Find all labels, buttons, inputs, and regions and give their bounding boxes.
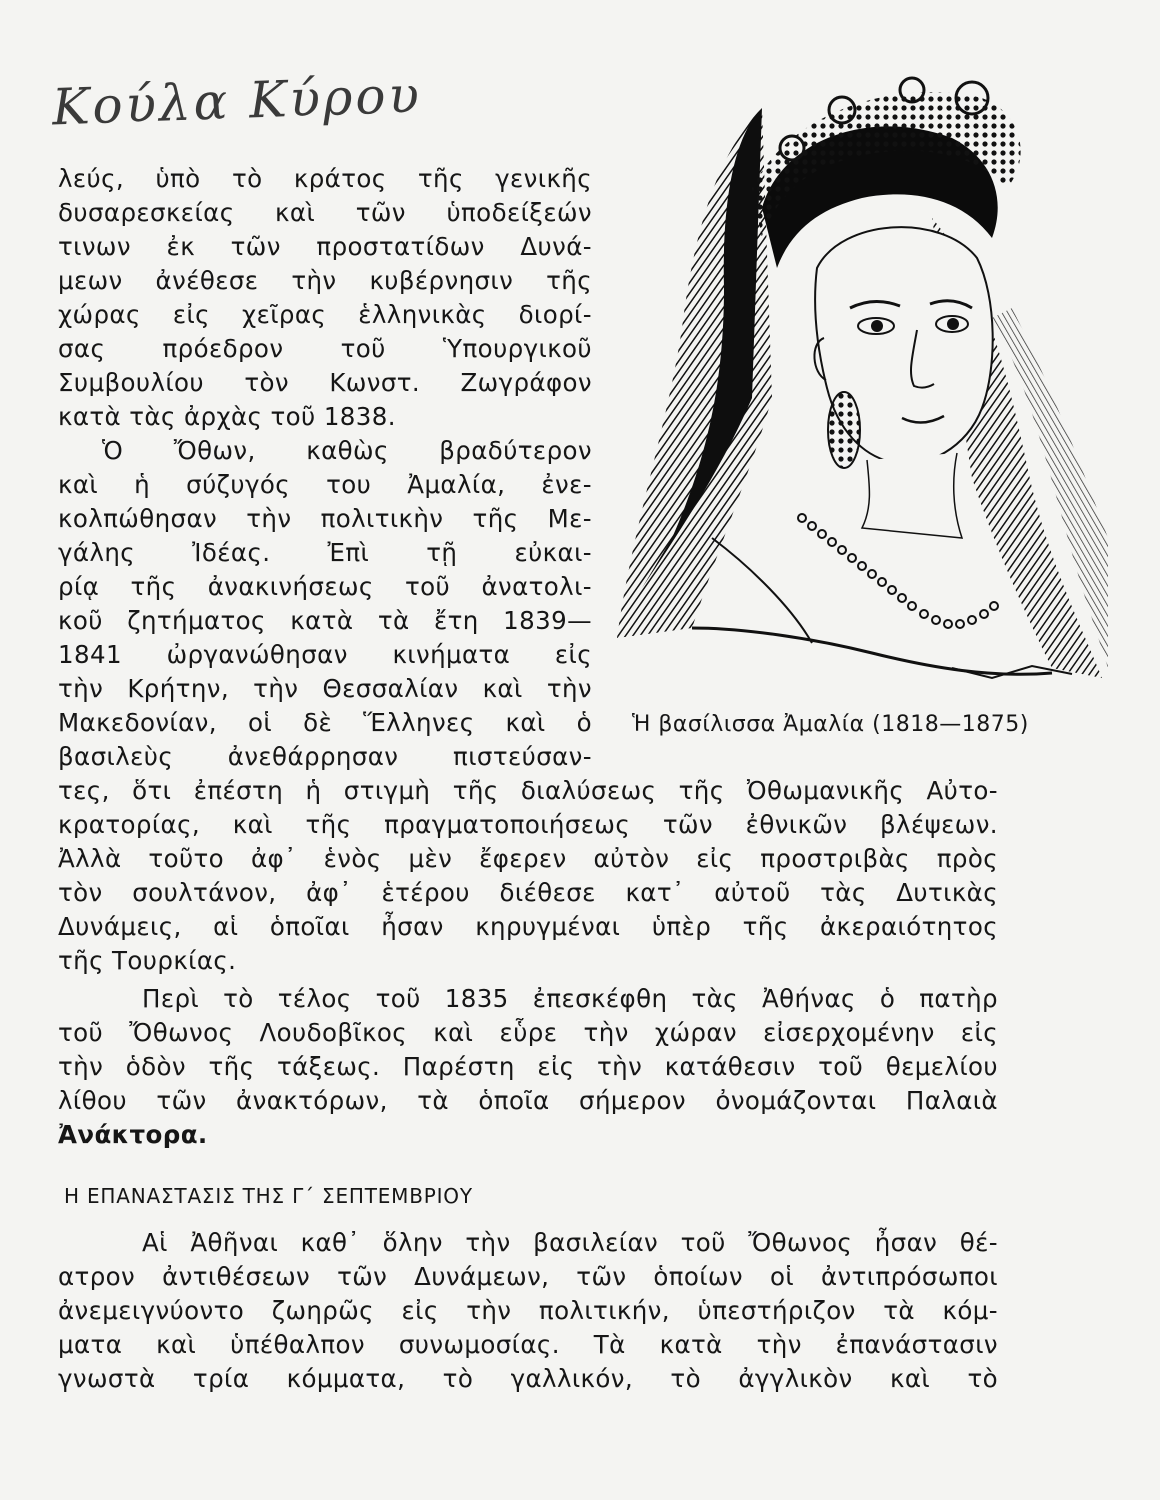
text-line: κατὰ τὰς ἀρχὰς τοῦ 1838.: [58, 402, 396, 431]
figure-caption: [632, 712, 1029, 737]
caption-dates: (1818—1875): [872, 712, 1029, 737]
text-line: γάλης Ἰδέας. Ἐπὶ τῇ εὐκαι-: [58, 538, 592, 567]
text-line: τοῦ Ὄθωνος Λουδοβῖκος καὶ εὗρε τὴν χώραν εἰσερχομένην εἰς: [58, 1018, 998, 1047]
text-line: Ἀλλὰ τοῦτο ἀφ᾽ ἑνὸς μὲν ἔφερεν αὐτὸν εἰς προστριβὰς πρὸς: [58, 844, 998, 873]
text-line: βασιλεὺς ἀνεθάρρησαν πιστεύσαν-: [58, 742, 592, 771]
text-line: τὴν ὁδὸν τῆς τάξεως. Παρέστη εἰς τὴν κατάθεσιν τοῦ θεμελίου: [58, 1052, 998, 1081]
text-line: μεων ἀνέθεσε τὴν κυβέρνησιν τῆς: [58, 266, 592, 295]
text-line: γνωστὰ τρία κόμματα, τὸ γαλλικόν, τὸ ἀγγλικὸν καὶ τὸ: [58, 1364, 998, 1393]
text-line: τινων ἐκ τῶν προστατίδων Δυνά-: [58, 232, 592, 261]
text-line: τὴν Κρήτην, τὴν Θεσσαλίαν καὶ τὴν: [58, 674, 592, 703]
text-line: Δυνάμεις, αἱ ὁποῖαι ἦσαν κηρυγμέναι ὑπὲρ τῆς ἀκεραιότητος: [58, 912, 998, 941]
text-line: λίθου τῶν ἀνακτόρων, τὰ ὁποῖα σήμερον ὀνομάζονται Παλαιὰ: [58, 1086, 998, 1115]
text-line: δυσαρεσκείας καὶ τῶν ὑποδείξεών: [58, 198, 592, 227]
text-line: κρατορίας, καὶ τῆς πραγματοποιήσεως τῶν ἐθνικῶν βλέψεων.: [58, 810, 998, 839]
text-line: τες, ὅτι ἐπέστη ἡ στιγμὴ τῆς διαλύσεως τῆς Ὀθωμανικῆς Αὐτο-: [58, 776, 998, 805]
portrait-engraving-icon: [612, 68, 1108, 704]
text-line: λεύς, ὑπὸ τὸ κράτος τῆς γενικῆς: [58, 164, 592, 193]
text-line: Συμβουλίου τὸν Κωνστ. Ζωγράφον: [58, 368, 592, 397]
text-line: ματα καὶ ὑπέθαλπον συνωμοσίας. Τὰ κατὰ τὴν ἐπανάστασιν: [58, 1330, 998, 1359]
text-line: τῆς Τουρκίας.: [58, 946, 237, 975]
text-line: χώρας εἰς χεῖρας ἑλληνικὰς διορί-: [58, 300, 592, 329]
caption-text: Ἡ βασίλισσα Ἀμαλία: [632, 712, 865, 737]
text-line: κολπώθησαν τὴν πολιτικὴν τῆς Με-: [58, 504, 592, 533]
text-line: Μακεδονίαν, οἱ δὲ Ἕλληνες καὶ ὁ: [58, 708, 592, 737]
text-line: ρίᾳ τῆς ἀνακινήσεως τοῦ ἀνατολι-: [58, 572, 592, 601]
text-line: Ἀνάκτορα.: [58, 1120, 208, 1149]
handwritten-note: Κούλα Κύρου: [51, 65, 423, 137]
text-line: 1841 ὠργανώθησαν κινήματα εἰς: [58, 640, 592, 669]
text-line: κοῦ ζητήματος κατὰ τὰ ἔτη 1839—: [58, 606, 592, 635]
text-line: τὸν σουλτάνον, ἀφ᾽ ἑτέρου διέθεσε κατ᾽ αὐτοῦ τὰς Δυτικὰς: [58, 878, 998, 907]
text-line: ατρον ἀντιθέσεων τῶν Δυνάμεων, τῶν ὁποίων οἱ ἀντιπρόσωποι: [58, 1262, 998, 1291]
text-line: Περὶ τὸ τέλος τοῦ 1835 ἐπεσκέφθη τὰς Ἀθήνας ὁ πατὴρ: [142, 984, 998, 1013]
section-heading: Η ΕΠΑΝΑΣΤΑΣΙΣ ΤΗΣ Γ΄ ΣΕΠΤΕΜΒΡΙΟΥ: [64, 1184, 473, 1208]
text-line: Αἱ Ἀθῆναι καθ᾽ ὅλην τὴν βασιλείαν τοῦ Ὄθωνος ἦσαν θέ-: [142, 1228, 998, 1257]
text-line: ἀνεμειγνύοντο ζωηρῶς εἰς τὴν πολιτικήν, ὑπεστήριζον τὰ κόμ-: [58, 1296, 998, 1325]
text-line: Ὁ Ὄθων, καθὼς βραδύτερον: [102, 436, 592, 465]
text-line: σας πρόεδρον τοῦ Ὑπουργικοῦ: [58, 334, 592, 363]
text-line: καὶ ἡ σύζυγός του Ἀμαλία, ἐνε-: [58, 470, 592, 499]
